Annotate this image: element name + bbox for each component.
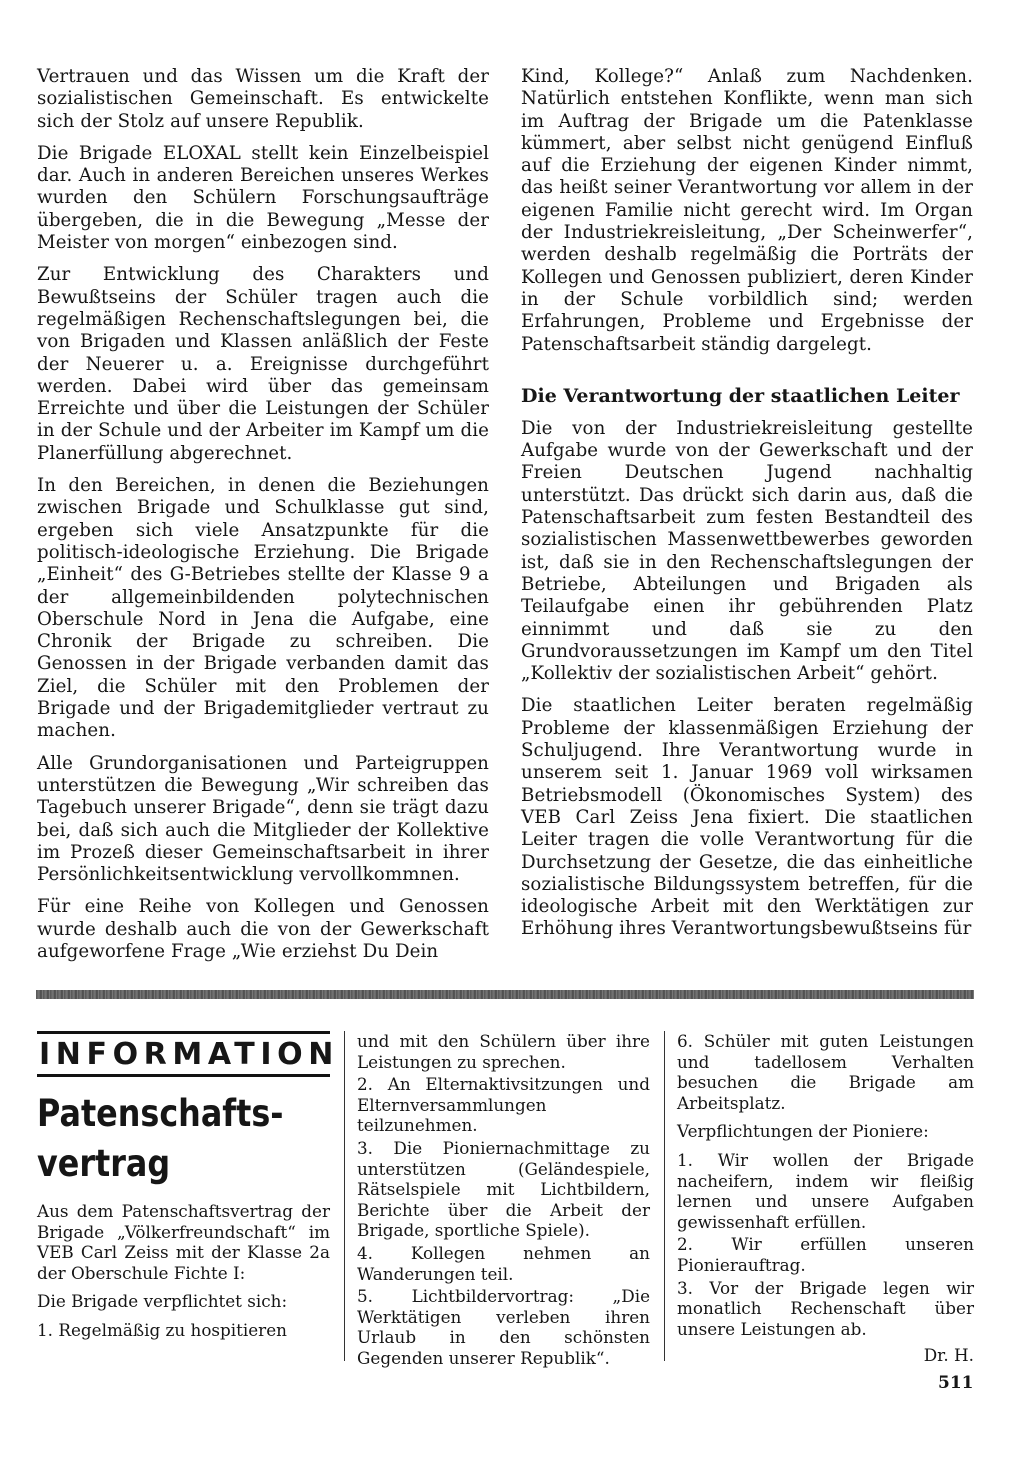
page-number: 511	[938, 1373, 974, 1393]
info-title-line: Patenschafts-	[37, 1092, 284, 1135]
article-paragraph: In den Bereichen, in denen die Beziehungen zwischen Brigade und Schulklasse gut sind, ergeben sich viele Ansatzpunkte für die politisch-ideologische Erziehung. Die Brigade „Einheit“ des G-Betriebes stellte der Klasse 9 a der allgemeinbildenden polytechnischen Oberschule Nord in Jena die Aufgabe, eine Chronik der Brigade zu schreiben. Die Genossen in der Brigade verbanden damit das Ziel, die Schüler mit den Problemen der Brigade und der Brigademitglieder vertraut zu machen.	[37, 475, 489, 742]
info-right-column	[677, 1031, 974, 1365]
obligation-heading: Die Brigade verpflichtet sich:	[37, 1291, 288, 1312]
list-item: 2. Wir erfüllen unseren Pionierauftrag.	[677, 1234, 974, 1275]
pioneer-heading: Verpflichtungen der Pioniere:	[677, 1121, 929, 1142]
article-paragraph: Die staatlichen Leiter beraten regelmäßig Probleme der klassenmäßigen Erziehung der Schuljugend. Ihre Verantwortung wurde in unserem seit 1. Januar 1969 voll wirksamen Betriebsmodell (Ökonomisches System) des VEB Carl Zeiss Jena fixiert. Die staatlichen Leiter tragen die volle Verantwortung für die Durchsetzung der Gesetze, die das einheitliche sozialistische Bildungssystem betreffen, für die ideologische Arbeit mit den Werktätigen zur Erhöhung ihres Verantwortungsbewußtseins für	[521, 695, 973, 940]
article-paragraph: Die von der Industriekreisleitung gestellte Aufgabe wurde von der Gewerkschaft und der Freien Deutschen Jugend nachhaltig unterstützt. Das drückt sich darin aus, daß die Patenschaftsarbeit zum festen Bestandteil des sozialistischen Massenwettbewerbes geworden ist, daß sie in den Rechenschaftslegungen der Betriebe, Abteilungen und Brigaden als Teilaufgabe einen ihr gebührenden Platz einnimmt und daß sie zu den Grundvoraussetzungen im Kampf um den Titel „Kollektiv der sozialistischen Arbeit“ gehört.	[521, 417, 973, 685]
list-item: 3. Vor der Brigade legen wir monatlich Rechenschaft über unsere Leistungen ab.	[677, 1277, 974, 1339]
list-item: 3. Die Pioniernachmittage zu unterstützen (Geländespiele, Rätselspiele mit Lichtbildern, Berichte über die Arbeit der Brigade, sportliche Spiele).	[357, 1137, 650, 1241]
author-signature: Dr. H.	[923, 1345, 974, 1366]
list-item: 2. An Elternaktivsitzungen und Elternversammlungen teilzunehmen.	[357, 1074, 650, 1136]
info-intro: Aus dem Patenschaftsvertrag der Brigade „Völkerfreundschaft“ im VEB Carl Zeiss mit der Klasse 2a der Oberschule Fichte I:	[37, 1201, 330, 1283]
article-paragraph: Alle Grundorganisationen und Parteigruppen unterstützen die Bewegung „Wir schreiben das Tagebuch unserer Brigade“, denn sie trägt dazu bei, daß sich auch die Mitglieder der Kollektive im Prozeß dieser Gemeinschaftsarbeit in ihrer Persönlichkeitsentwicklung vervollkommnen.	[37, 752, 489, 886]
list-item: 1. Wir wollen der Brigade nacheifern, indem wir fleißig lernen und unsere Aufgaben gewissenhaft erfüllen.	[677, 1149, 974, 1232]
section-divider	[36, 990, 974, 999]
column-divider	[344, 1031, 345, 1361]
information-label: INFORMATION	[37, 1031, 330, 1077]
list-item: und mit den Schülern über ihre Leistungen zu sprechen.	[357, 1031, 650, 1072]
column-divider	[664, 1031, 665, 1361]
info-title	[37, 1089, 289, 1189]
info-title-line: vertrag	[37, 1142, 171, 1185]
article-left-column	[37, 66, 489, 973]
list-item: 1. Regelmäßig zu hospitieren	[37, 1319, 287, 1340]
article-right-column	[521, 66, 973, 951]
section-heading: Die Verantwortung der staatlichen Leiter	[521, 384, 960, 407]
article-paragraph: Die Brigade ELOXAL stellt kein Einzelbeispiel dar. Auch in anderen Bereichen unseres Werkes wurden den Schülern Forschungsaufträge übergeben, die in die Bewegung „Messe der Meister von morgen“ einbezogen sind.	[37, 142, 489, 254]
article-paragraph: Für eine Reihe von Kollegen und Genossen wurde deshalb auch die von der Gewerkschaft aufgeworfene Frage „Wie erziehst Du Dein	[37, 896, 489, 962]
list-item: 5. Lichtbildervortrag: „Die Werktätigen verleben ihren Urlaub in den schönsten Gegenden unserer Republik“.	[357, 1286, 650, 1368]
article-paragraph: Kind, Kollege?“ Anlaß zum Nachdenken. Natürlich entstehen Konflikte, wenn man sich im Auftrag der Brigade um die Patenklasse kümmert, aber selbst nicht genügend Einfluß auf die Erziehung der eigenen Kinder nimmt, das heißt seiner Verantwortung vor allem in der eigenen Familie nicht gerecht wird. Im Organ der Industriekreisleitung, „Der Scheinwerfer“, werden deshalb regelmäßig die Porträts der Kollegen und Genossen publiziert, deren Kinder in der Schule vorbildlich sind; werden Erfahrungen, Probleme und Ergebnisse der Patenschaftsarbeit ständig dargelegt.	[521, 66, 973, 355]
article-paragraph: Vertrauen und das Wissen um die Kraft der sozialistischen Gemeinschaft. Es entwickelte sich der Stolz auf unsere Republik.	[37, 66, 489, 132]
information-box	[37, 1031, 339, 1349]
list-item: 6. Schüler mit guten Leistungen und tadellosem Verhalten besuchen die Brigade am Arbeitsplatz.	[677, 1031, 974, 1113]
info-middle-column	[357, 1031, 650, 1371]
list-item: 4. Kollegen nehmen an Wanderungen teil.	[357, 1242, 650, 1284]
article-paragraph: Zur Entwicklung des Charakters und Bewußtseins der Schüler tragen auch die regelmäßigen Rechenschaftslegungen bei, die von Brigaden und Klassen anläßlich der Feste der Neuerer u. a. Ereignisse durchgeführt werden. Dabei wird über das gemeinsam Erreichte und über die Leistungen der Schüler in der Schule und der Arbeiter im Kampf um die Planerfüllung abgerechnet.	[37, 264, 489, 464]
